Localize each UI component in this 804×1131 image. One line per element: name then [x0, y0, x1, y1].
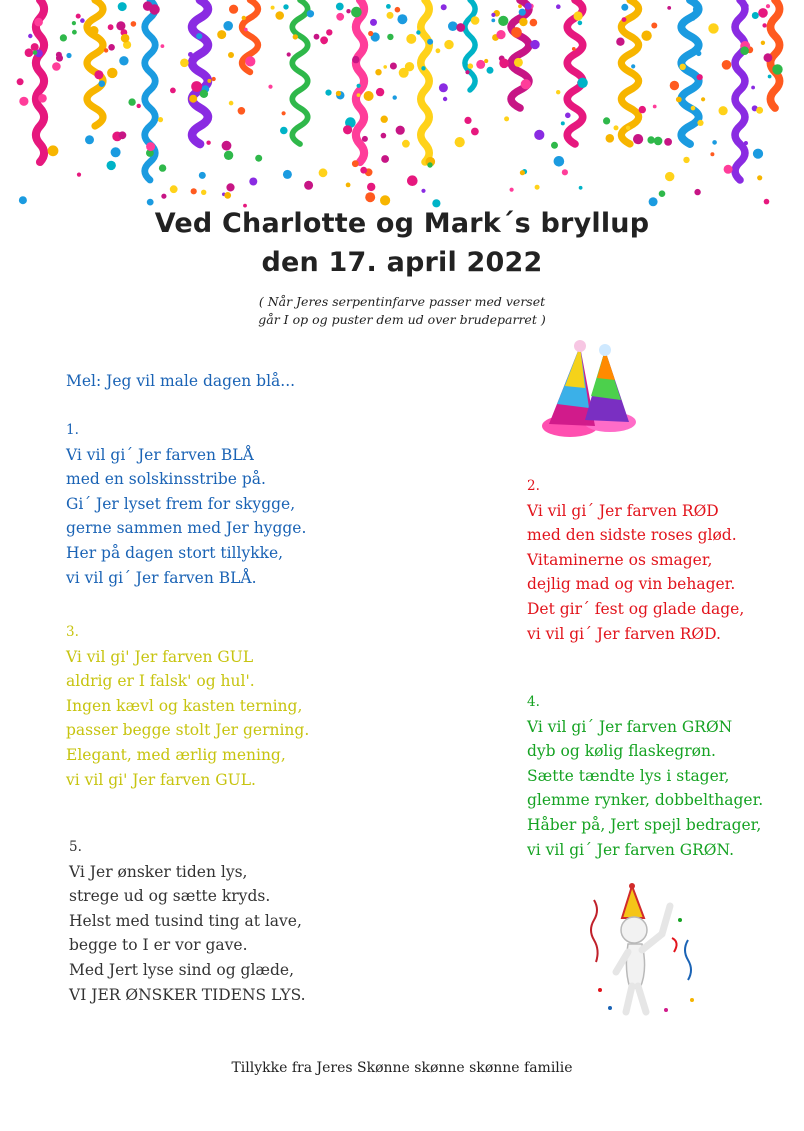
- verse-line: vi vil gi' Jer farven GUL.: [66, 770, 256, 789]
- confetti-dot: [212, 77, 216, 81]
- confetti-dot: [520, 170, 525, 175]
- verse-line: gerne sammen med Jer hygge.: [66, 519, 307, 538]
- confetti-dot: [283, 4, 288, 9]
- confetti-dot: [744, 141, 748, 145]
- streamer: [465, 0, 475, 90]
- confetti-dot: [137, 104, 141, 108]
- verse-line: passer begge stolt Jer gerning.: [66, 721, 310, 740]
- confetti-dot: [229, 5, 238, 14]
- confetti-dot: [223, 21, 233, 31]
- confetti-dot: [189, 95, 197, 103]
- confetti-dot: [387, 34, 393, 40]
- verse-4: [527, 690, 763, 862]
- confetti-dot: [104, 48, 108, 52]
- melody-line: Mel: Jeg vil male dagen blå...: [66, 372, 296, 390]
- confetti-dots: [17, 1, 783, 207]
- verse-line: vi vil gi´ Jer farven RØD.: [527, 624, 721, 643]
- verse-line: Vi Jer ønsker tiden lys,: [69, 862, 248, 881]
- confetti-dot: [116, 21, 125, 30]
- confetti-dot: [381, 155, 389, 163]
- confetti-dot: [574, 11, 583, 20]
- verse-line: Her på dagen stort tillykke,: [66, 543, 284, 562]
- confetti-dot: [336, 13, 344, 21]
- streamer: [511, 0, 529, 108]
- confetti-dot: [268, 85, 272, 89]
- confetti-dot: [427, 39, 433, 45]
- verse-line: Sætte tændte lys i stager,: [527, 766, 730, 785]
- confetti-dot: [530, 19, 538, 27]
- confetti-dot: [639, 106, 646, 113]
- confetti-dot: [701, 97, 705, 101]
- confetti-dot: [743, 3, 749, 9]
- confetti-dot: [180, 59, 189, 68]
- confetti-dot: [170, 88, 176, 94]
- confetti-dot: [381, 116, 388, 123]
- confetti-dot: [293, 34, 298, 39]
- confetti-dot: [561, 121, 565, 125]
- confetti-dot: [60, 34, 67, 41]
- confetti-dot: [108, 44, 115, 51]
- confetti-dot: [196, 33, 202, 39]
- verse-number: 2.: [527, 478, 540, 494]
- streamer: [421, 0, 429, 162]
- confetti-dot: [710, 152, 714, 156]
- confetti-dot: [764, 53, 773, 62]
- confetti-dot: [228, 52, 234, 58]
- confetti-dot: [387, 12, 394, 19]
- confetti-dot: [519, 9, 526, 16]
- confetti-dot: [439, 83, 448, 92]
- confetti-dot: [89, 26, 98, 35]
- confetti-dot: [108, 24, 114, 30]
- confetti-dot: [504, 116, 509, 121]
- verse-line: Vitaminerne os smager,: [527, 550, 713, 569]
- confetti-dot: [764, 199, 770, 205]
- confetti-dot: [326, 29, 332, 35]
- confetti-dot: [436, 48, 441, 53]
- confetti-dot: [499, 59, 509, 69]
- verse-line: med den sidste roses glød.: [527, 526, 737, 545]
- confetti-dot: [147, 199, 154, 206]
- verse-line: aldrig er I falsk' og hul'.: [66, 672, 255, 691]
- confetti-dot: [697, 120, 703, 126]
- confetti-dot: [243, 204, 247, 208]
- confetti-dot: [368, 31, 373, 36]
- confetti-dot: [280, 127, 288, 135]
- confetti-dot: [757, 175, 762, 180]
- confetti-dot: [487, 67, 494, 74]
- confetti-dot: [762, 23, 766, 27]
- confetti-dot: [683, 157, 689, 163]
- confetti-dot: [498, 16, 508, 26]
- confetti-dot: [99, 80, 106, 87]
- confetti-dot: [395, 7, 401, 13]
- confetti-dot: [441, 4, 447, 10]
- confetti-dot: [346, 9, 350, 13]
- confetti-dot: [491, 13, 495, 17]
- confetti-dot: [199, 172, 206, 179]
- verse-3: [66, 620, 309, 792]
- verse-number: 3.: [66, 624, 79, 640]
- confetti-dot: [143, 1, 153, 11]
- confetti-dot: [421, 189, 425, 193]
- verse-line: Gi´ Jer lyset frem for skygge,: [66, 494, 296, 513]
- confetti-dot: [621, 4, 628, 11]
- confetti-dot: [380, 195, 390, 205]
- confetti-dot: [740, 46, 749, 55]
- confetti-dot: [606, 134, 615, 143]
- confetti-dot: [357, 84, 361, 88]
- confetti-dot: [107, 161, 116, 170]
- footer-greeting: Tillykke fra Jeres Skønne skønne skønne familie: [231, 1060, 573, 1076]
- confetti-dot: [530, 40, 539, 49]
- verse-line: Ingen kævl og kasten terning,: [66, 696, 303, 715]
- confetti-dot: [535, 185, 540, 190]
- confetti-dot: [697, 74, 703, 80]
- confetti-dot: [518, 4, 522, 8]
- confetti-dot: [336, 91, 341, 96]
- confetti-dot: [631, 64, 635, 68]
- party-hats-image: [535, 338, 645, 448]
- confetti-dot: [224, 192, 231, 199]
- confetti-dot: [465, 70, 469, 74]
- confetti-dot: [131, 21, 137, 27]
- confetti-dot: [365, 192, 375, 202]
- confetti-dot: [468, 63, 474, 69]
- confetti-dot: [76, 14, 81, 19]
- confetti-dot: [455, 137, 465, 147]
- confetti-dot: [758, 8, 768, 18]
- confetti-dot: [521, 79, 531, 89]
- confetti-dot: [554, 156, 565, 167]
- confetti-dot: [633, 134, 643, 144]
- confetti-dot: [304, 181, 313, 190]
- confetti-dot: [255, 155, 262, 162]
- confetti-dot: [66, 53, 71, 58]
- verse-line: glemme rynker, dobbelthager.: [527, 791, 764, 810]
- verse-line: Vi vil gi' Jer farven GUL: [66, 647, 254, 666]
- confetti-dot: [17, 78, 24, 85]
- confetti-dot: [107, 68, 117, 78]
- confetti-dot: [405, 62, 414, 71]
- verse-line: begge to I er vor gave.: [69, 936, 248, 955]
- confetti-dot: [28, 34, 32, 38]
- confetti-dot: [651, 23, 657, 29]
- confetti-dot: [287, 52, 291, 56]
- confetti-dot: [511, 27, 522, 38]
- verse-number: 4.: [527, 694, 540, 710]
- verse-line: vi vil gi´ Jer farven GRØN.: [527, 840, 735, 859]
- confetti-dot: [641, 31, 651, 41]
- confetti-dot: [200, 90, 208, 98]
- confetti-dot: [77, 173, 81, 177]
- confetti-dot: [80, 18, 85, 23]
- streamer: [292, 0, 307, 144]
- confetti-dot: [207, 79, 211, 83]
- confetti-dot: [653, 105, 657, 109]
- confetti-dot: [484, 59, 488, 63]
- confetti-dot: [320, 36, 328, 44]
- subtitle-line: ( Når Jeres serpentinfarve passer med verset: [258, 294, 546, 309]
- confetti-dot: [443, 97, 447, 101]
- confetti-dot: [626, 126, 630, 130]
- confetti-dot: [753, 149, 763, 159]
- verse-1: [66, 418, 306, 590]
- confetti-dot: [752, 12, 759, 19]
- confetti-dot: [476, 60, 485, 69]
- verse-number: 1.: [66, 422, 79, 438]
- confetti-dot: [381, 133, 387, 139]
- confetti-dot: [712, 140, 717, 145]
- verse-line: vi vil gi´ Jer farven BLÅ.: [66, 568, 257, 587]
- verse-line: VI JER ØNSKER TIDENS LYS.: [69, 985, 306, 1004]
- confetti-dot: [649, 197, 658, 206]
- confetti-dot: [38, 94, 47, 103]
- streamer: [735, 0, 745, 180]
- verse-2: [527, 474, 744, 646]
- confetti-dot: [346, 183, 351, 188]
- confetti-dot: [614, 125, 619, 130]
- verse-line: Vi vil gi´ Jer farven BLÅ: [66, 445, 254, 464]
- confetti-dot: [464, 117, 471, 124]
- confetti-dot: [188, 52, 193, 57]
- confetti-dot: [396, 126, 405, 135]
- confetti-dot: [319, 168, 328, 177]
- confetti-dot: [676, 97, 682, 103]
- confetti-dot: [680, 64, 686, 70]
- celebrating-figure-image: [580, 880, 710, 1020]
- confetti-dot: [146, 142, 155, 151]
- confetti-dot: [456, 23, 465, 32]
- confetti-dot: [206, 141, 210, 145]
- confetti-dot: [19, 196, 27, 204]
- confetti-dot: [161, 44, 165, 48]
- streamer: [192, 0, 208, 144]
- verse-line: Med Jert lyse sind og glæde,: [69, 960, 295, 979]
- confetti-dot: [376, 88, 384, 96]
- confetti-dot: [696, 51, 701, 56]
- confetti-dot: [222, 141, 232, 151]
- confetti-dot: [670, 81, 679, 90]
- confetti-dot: [578, 21, 583, 26]
- confetti-dot: [275, 11, 284, 20]
- confetti-dot: [34, 18, 43, 27]
- confetti-dot: [693, 5, 701, 13]
- confetti-dot: [397, 14, 407, 24]
- confetti-dot: [128, 98, 135, 105]
- confetti-dot: [708, 23, 718, 33]
- confetti-dot: [761, 41, 765, 45]
- verse-line: Vi vil gi´ Jer farven GRØN: [527, 717, 733, 736]
- verse-line: Elegant, med ærlig mening,: [66, 745, 286, 764]
- confetti-dot: [471, 16, 480, 25]
- confetti-dot: [242, 16, 246, 20]
- confetti-dot: [119, 56, 128, 65]
- confetti-dot: [283, 170, 292, 179]
- verse-line: med en solskinsstribe på.: [66, 470, 266, 489]
- confetti-dot: [375, 69, 381, 75]
- confetti-dot: [360, 167, 367, 174]
- confetti-dot: [307, 10, 314, 17]
- confetti-dot: [170, 185, 178, 193]
- confetti-dot: [343, 125, 352, 134]
- confetti-dot: [357, 93, 361, 97]
- streamer: [87, 0, 103, 126]
- confetti-dot: [238, 107, 246, 115]
- confetti-dot: [647, 136, 654, 143]
- verse-5: [69, 835, 306, 1007]
- confetti-dot: [556, 90, 560, 94]
- confetti-dot: [534, 130, 544, 140]
- confetti-dot: [448, 21, 458, 31]
- confetti-dot: [85, 135, 94, 144]
- streamer: [681, 0, 698, 144]
- confetti-dot: [390, 63, 397, 70]
- confetti-dot: [161, 194, 166, 199]
- confetti-dot: [622, 17, 627, 22]
- confetti-dot: [364, 91, 374, 101]
- confetti-dot: [325, 90, 331, 96]
- confetti-dot: [407, 175, 418, 186]
- confetti-dot: [386, 4, 391, 9]
- confetti-dot: [691, 16, 695, 20]
- confetti-dot: [229, 101, 234, 106]
- confetti-dot: [664, 138, 672, 146]
- confetti-dot: [432, 199, 440, 207]
- confetti-dot: [48, 145, 59, 156]
- confetti-dot: [383, 65, 387, 69]
- confetti-dot: [691, 106, 696, 111]
- confetti-dot: [565, 113, 571, 119]
- verse-line: Vi vil gi´ Jer farven RØD: [527, 501, 719, 520]
- confetti-dot: [158, 117, 163, 122]
- confetti-dot: [351, 7, 362, 18]
- confetti-dot: [768, 75, 772, 79]
- confetti-dot: [245, 56, 255, 66]
- confetti-dot: [525, 3, 532, 10]
- confetti-dot: [694, 189, 700, 195]
- confetti-dot: [510, 188, 514, 192]
- confetti-dot: [491, 19, 495, 23]
- confetti-dot: [244, 28, 248, 32]
- confetti-dot: [118, 2, 127, 11]
- verse-line: dejlig mad og vin behager.: [527, 575, 736, 594]
- confetti-dot: [121, 34, 130, 43]
- confetti-dot: [562, 169, 568, 175]
- confetti-dot: [72, 30, 77, 35]
- confetti-dot: [201, 190, 206, 195]
- confetti-dot: [496, 30, 505, 39]
- confetti-dot: [52, 62, 61, 71]
- confetti-dot: [577, 78, 587, 88]
- confetti-dot: [282, 111, 286, 115]
- confetti-dot: [667, 6, 671, 10]
- confetti-dot: [654, 137, 663, 146]
- verse-line: Helst med tusind ting at lave,: [69, 911, 302, 930]
- confetti-dot: [772, 64, 782, 74]
- verse-line: dyb og kølig flaskegrøn.: [527, 742, 716, 761]
- confetti-dot: [416, 30, 420, 34]
- confetti-dot: [427, 162, 432, 167]
- confetti-dot: [271, 6, 275, 10]
- confetti-dot: [551, 142, 558, 149]
- confetti-dot: [19, 97, 28, 106]
- verse-line: Håber på, Jert spejl bedrager,: [527, 815, 762, 834]
- confetti-dot: [751, 86, 755, 90]
- subtitle: [0, 293, 804, 329]
- confetti-dot: [402, 140, 410, 148]
- confetti-dot: [579, 186, 583, 190]
- confetti-dot: [25, 48, 34, 57]
- confetti-dot: [421, 66, 425, 70]
- confetti-dot: [119, 131, 127, 139]
- confetti-dot: [514, 58, 523, 67]
- confetti-dot: [572, 47, 576, 51]
- confetti-dot: [72, 21, 76, 25]
- page-title-line1: Ved Charlotte og Mark´s bryllup: [154, 208, 650, 239]
- confetti-dot: [94, 70, 103, 79]
- confetti-dot: [191, 188, 197, 194]
- confetti-dot: [393, 95, 397, 99]
- page-title-line2: den 17. april 2022: [261, 247, 543, 278]
- streamer: [770, 0, 779, 108]
- confetti-dot: [444, 40, 453, 49]
- confetti-dot: [471, 128, 479, 136]
- verse-line: Det gir´ fest og glade dage,: [527, 599, 745, 618]
- subtitle-line: går I op og puster dem ud over brudeparret ): [258, 312, 546, 327]
- confetti-dot: [33, 50, 38, 55]
- confetti-dot: [519, 18, 527, 26]
- confetti-dot: [766, 4, 770, 8]
- confetti-dot: [217, 30, 226, 39]
- confetti-dot: [191, 81, 202, 92]
- confetti-dot: [352, 56, 359, 63]
- confetti-dot: [314, 34, 320, 40]
- confetti-dot: [336, 3, 344, 11]
- confetti-dot: [756, 107, 763, 114]
- verse-number: 5.: [69, 839, 82, 855]
- confetti-dot: [724, 165, 733, 174]
- confetti-dot: [226, 183, 234, 191]
- confetti-dot: [249, 178, 257, 186]
- confetti-dot: [159, 164, 166, 171]
- confetti-dot: [370, 19, 377, 26]
- confetti-streamers-banner: [0, 0, 804, 210]
- confetti-dot: [603, 117, 610, 124]
- confetti-dot: [722, 60, 732, 70]
- confetti-dot: [224, 151, 233, 160]
- confetti-dot: [352, 160, 359, 167]
- confetti-dot: [367, 183, 375, 191]
- confetti-dot: [556, 4, 561, 9]
- confetti-dot: [719, 106, 728, 115]
- confetti-dot: [665, 172, 674, 181]
- confetti-dot: [56, 52, 62, 58]
- confetti-dot: [406, 34, 416, 44]
- confetti-dot: [659, 190, 666, 197]
- confetti-dot: [111, 147, 121, 157]
- verse-line: strege ud og sætte kryds.: [69, 887, 271, 906]
- confetti-dot: [362, 136, 368, 142]
- confetti-dot: [616, 38, 624, 46]
